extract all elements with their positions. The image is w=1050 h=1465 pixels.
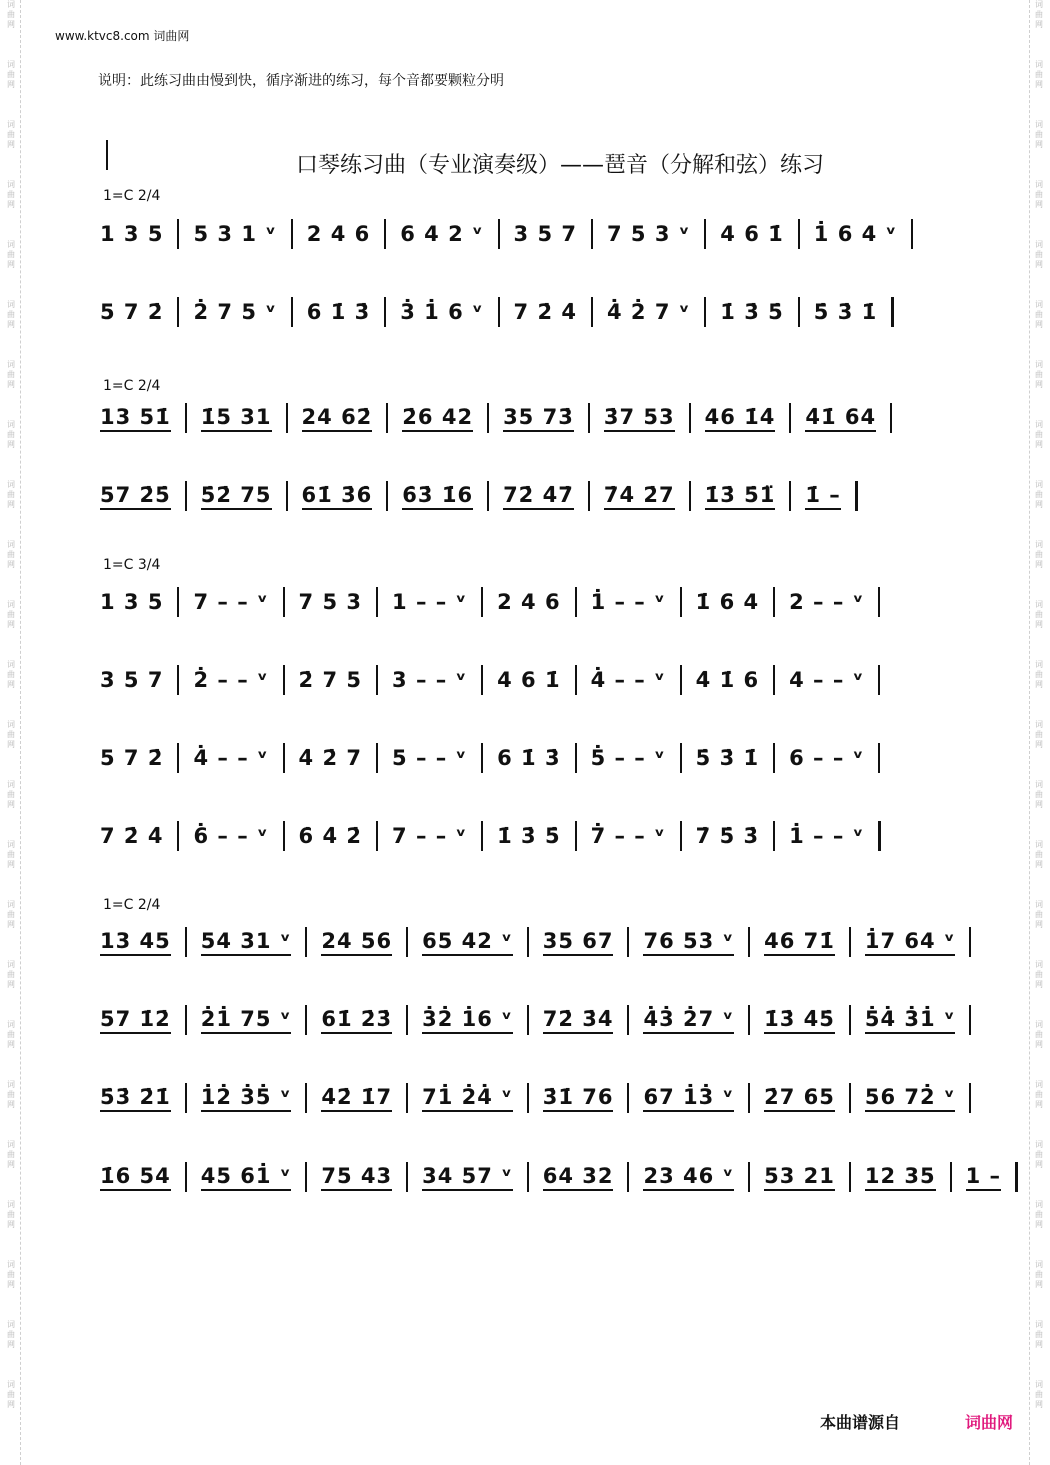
barline — [527, 1005, 529, 1035]
measure: 5̇ – – ᵛ — [590, 746, 666, 770]
measure: 5̇2̇ 75 — [201, 483, 272, 510]
barline — [773, 587, 775, 617]
measure: 4̇ – – ᵛ — [590, 668, 666, 692]
measure: 1 3 5 — [100, 222, 164, 246]
measure: 7 – – ᵛ — [392, 824, 468, 848]
measure: 5 7 2̇ — [100, 746, 164, 770]
measure: 3̇2̇ 1̇6 ᵛ — [422, 1007, 513, 1034]
barline — [890, 403, 892, 433]
watermark-mark: 词 曲 网 — [7, 900, 15, 929]
barline — [588, 481, 590, 511]
measure: 2 4 6 — [306, 222, 371, 246]
measure: 23 46 ᵛ — [643, 1164, 734, 1191]
barline — [305, 1162, 307, 1192]
measure: 4̇2̇ 1̇7 — [321, 1085, 392, 1112]
measure: 3̇1̇ 76 — [543, 1085, 614, 1112]
score-line-3 — [100, 396, 906, 440]
watermark-mark: 词 曲 网 — [7, 720, 15, 749]
watermark-mark: 词 曲 网 — [7, 600, 15, 629]
measure: 1̇2̇ 3̇5̇ ᵛ — [201, 1085, 292, 1112]
measure: 61̇ 2̇3̇ — [321, 1007, 392, 1034]
barline — [384, 297, 386, 327]
measure: 6̇3̇ 1̇6 — [402, 483, 473, 510]
watermark-mark: 词 曲 网 — [7, 660, 15, 689]
measure: 35 73̇ — [503, 405, 574, 432]
measure: 3̇7 53 — [604, 405, 675, 432]
measure: 7̇ 5̇ 3̇ — [695, 824, 760, 848]
barline — [177, 743, 179, 773]
right-margin-watermark — [1029, 0, 1048, 1465]
barline — [406, 1162, 408, 1192]
measure: 24 62̇ — [302, 405, 373, 432]
measure: 57 1̇2̇ — [100, 1007, 171, 1034]
barline — [406, 1005, 408, 1035]
barline — [177, 665, 179, 695]
barline — [177, 587, 179, 617]
measure: 4 6 1̇ — [497, 668, 561, 692]
watermark-mark: 词 曲 网 — [7, 1080, 15, 1109]
barline — [481, 821, 483, 851]
barline — [177, 297, 179, 327]
barline — [575, 821, 577, 851]
barline — [704, 219, 706, 249]
barline — [689, 481, 691, 511]
measure: 67 1̇3̇ ᵛ — [643, 1085, 734, 1112]
final-barline — [1015, 1162, 1018, 1192]
barline — [376, 665, 378, 695]
watermark-mark: 词 曲 网 — [7, 1020, 15, 1049]
measure: 4̇1̇ 64 — [805, 405, 876, 432]
measure: 1̇3̇ 4̇5̇ — [764, 1007, 835, 1034]
watermark-mark: 词 曲 网 — [1035, 1320, 1043, 1349]
watermark-mark: 词 曲 网 — [1035, 960, 1043, 989]
barline — [878, 665, 880, 695]
barline — [487, 481, 489, 511]
barline — [527, 1162, 529, 1192]
measure: 5 7 2̇ — [100, 300, 164, 324]
watermark-mark: 词 曲 网 — [7, 540, 15, 569]
measure: 5 3 1 ᵛ — [193, 222, 277, 246]
score-line-5 — [100, 580, 894, 624]
barline — [680, 587, 682, 617]
watermark-mark: 词 曲 网 — [1035, 120, 1043, 149]
barline — [305, 1005, 307, 1035]
measure: 4̇ – – ᵛ — [193, 746, 269, 770]
barline — [969, 927, 971, 957]
measure: 7 2̇ 4̇ — [100, 824, 164, 848]
measure: 7 2̇ 4̇ — [513, 300, 577, 324]
measure: 6̇ 4̇ 2̇ — [298, 824, 363, 848]
barline — [878, 587, 880, 617]
watermark-mark: 词 曲 网 — [1035, 780, 1043, 809]
score-line-9 — [100, 920, 985, 964]
barline — [376, 587, 378, 617]
measure: 72̇ 3̇4̇ — [543, 1007, 614, 1034]
measure: 4̇ 2̇ 7 — [298, 746, 363, 770]
barline — [849, 1005, 851, 1035]
barline — [185, 1005, 187, 1035]
measure: 6̇ – – ᵛ — [193, 824, 269, 848]
watermark-mark: 词 曲 网 — [7, 240, 15, 269]
barline — [773, 665, 775, 695]
barline — [798, 219, 800, 249]
measure: 56 72̇ ᵛ — [865, 1085, 956, 1112]
barline — [185, 1162, 187, 1192]
barline — [386, 403, 388, 433]
watermark-mark: 词 曲 网 — [7, 60, 15, 89]
measure: 5̇ 3̇ 1̇ — [813, 300, 878, 324]
measure: 5 – – ᵛ — [392, 746, 468, 770]
measure: 4 – – ᵛ — [789, 668, 865, 692]
score-line-6 — [100, 658, 894, 702]
barline — [911, 219, 913, 249]
barline — [498, 219, 500, 249]
barline — [627, 927, 629, 957]
barline — [704, 297, 706, 327]
barline — [283, 587, 285, 617]
barline — [177, 821, 179, 851]
measure: 4̇ 1̇ 6 — [695, 668, 760, 692]
barline — [527, 927, 529, 957]
barline — [575, 587, 577, 617]
watermark-mark: 词 曲 网 — [1035, 360, 1043, 389]
measure: 1 3 5 — [100, 590, 164, 614]
measure: 6 4 2 ᵛ — [400, 222, 484, 246]
measure: 2 – – ᵛ — [789, 590, 865, 614]
site-url[interactable]: www.ktvc8.com 词曲网 — [55, 29, 190, 43]
measure: 3̇ 1̇ 6 ᵛ — [400, 300, 484, 324]
barline — [748, 1083, 750, 1113]
barline — [286, 481, 288, 511]
measure: 13 51̇ — [100, 405, 171, 432]
barline — [283, 821, 285, 851]
watermark-mark: 词 曲 网 — [7, 1140, 15, 1169]
barline — [689, 403, 691, 433]
measure: 7̇ – – ᵛ — [590, 824, 666, 848]
watermark-mark: 词 曲 网 — [1035, 300, 1043, 329]
barline — [789, 481, 791, 511]
score-line-11 — [100, 1076, 985, 1120]
barline — [406, 1083, 408, 1113]
barline — [748, 927, 750, 957]
measure: 2̇ 7 5 ᵛ — [193, 300, 277, 324]
measure: 1̇ – — [805, 483, 840, 510]
barline — [481, 743, 483, 773]
barline — [773, 743, 775, 773]
watermark-mark: 词 曲 网 — [7, 120, 15, 149]
measure: 4 6 1̇ — [720, 222, 784, 246]
watermark-mark: 词 曲 网 — [1035, 900, 1043, 929]
measure: 1 – — [966, 1164, 1001, 1191]
measure: 61̇ 3̇6̇ — [302, 483, 373, 510]
barline — [185, 403, 187, 433]
measure: 1̇ 3̇ 5̇ — [720, 300, 784, 324]
measure: 13 45 — [100, 929, 171, 956]
watermark-mark: 词 曲 网 — [7, 360, 15, 389]
score-line-12 — [100, 1155, 1032, 1199]
barline — [627, 1162, 629, 1192]
measure: 45 61̇ ᵛ — [201, 1164, 292, 1191]
barline — [849, 927, 851, 957]
barline — [575, 665, 577, 695]
barline — [627, 1005, 629, 1035]
measure: 7̇4̇ 2̇7 — [604, 483, 675, 510]
measure: 6 1̇ 3̇ — [497, 746, 561, 770]
watermark-mark: 词 曲 网 — [7, 1200, 15, 1229]
watermark-mark: 词 曲 网 — [1035, 480, 1043, 509]
barline — [680, 743, 682, 773]
watermark-mark: 词 曲 网 — [1035, 180, 1043, 209]
barline — [481, 587, 483, 617]
watermark-mark: 词 曲 网 — [1035, 600, 1043, 629]
barline — [773, 821, 775, 851]
barline — [575, 743, 577, 773]
barline — [849, 1083, 851, 1113]
watermark-mark: 词 曲 网 — [7, 840, 15, 869]
barline — [481, 665, 483, 695]
watermark-mark: 词 曲 网 — [1035, 420, 1043, 449]
final-barline — [891, 297, 894, 327]
watermark-mark: 词 曲 网 — [1035, 1080, 1043, 1109]
watermark-mark: 词 曲 网 — [7, 420, 15, 449]
barline — [969, 1083, 971, 1113]
measure: 12 35 — [865, 1164, 936, 1191]
watermark-mark: 词 曲 网 — [7, 480, 15, 509]
watermark-mark: 词 曲 网 — [1035, 240, 1043, 269]
barline — [627, 1083, 629, 1113]
measure: 3 5 7 — [100, 668, 164, 692]
measure: 72̇ 4̇7̇ — [503, 483, 574, 510]
section-1-key: 1=C 2/4 — [103, 188, 161, 204]
barline — [384, 219, 386, 249]
measure: 71̇ 2̇4̇ ᵛ — [422, 1085, 513, 1112]
footer-site-name[interactable]: 词曲网 — [965, 1413, 1014, 1432]
measure: 53 21 — [764, 1164, 835, 1191]
instruction-note: 说明：此练习曲由慢到快，循序渐进的练习，每个音都要颗粒分明 — [98, 73, 504, 89]
measure: 46 71̇ — [764, 929, 835, 956]
barline — [680, 821, 682, 851]
measure: 7 5 3 — [298, 590, 363, 614]
measure: 5̇3̇ 2̇1̇ — [100, 1085, 171, 1112]
watermark-mark: 词 曲 网 — [7, 180, 15, 209]
barline — [487, 403, 489, 433]
barline — [305, 1083, 307, 1113]
measure: 1̇ 6 4 ᵛ — [813, 222, 898, 246]
measure: 2̇6 42 — [402, 405, 473, 432]
watermark-mark: 词 曲 网 — [1035, 660, 1043, 689]
watermark-mark: 词 曲 网 — [1035, 840, 1043, 869]
measure: 2 4 6 — [497, 590, 561, 614]
measure: 6 – – ᵛ — [789, 746, 865, 770]
measure: 46 1̇4̇ — [705, 405, 776, 432]
barline — [591, 297, 593, 327]
measure: 4̇3̇ 2̇7 ᵛ — [643, 1007, 734, 1034]
measure: 65 42 ᵛ — [422, 929, 513, 956]
barline — [376, 743, 378, 773]
barline — [878, 743, 880, 773]
measure: 54 31 ᵛ — [201, 929, 292, 956]
barline — [185, 481, 187, 511]
barline — [849, 1162, 851, 1192]
watermark-mark: 词 曲 网 — [1035, 1200, 1043, 1229]
watermark-mark: 词 曲 网 — [1035, 60, 1043, 89]
measure: 1 – – ᵛ — [392, 590, 468, 614]
watermark-mark: 词 曲 网 — [1035, 720, 1043, 749]
watermark-mark: 词 曲 网 — [7, 1380, 15, 1409]
score-line-2 — [100, 290, 908, 334]
section-3-key: 1=C 3/4 — [103, 557, 161, 573]
measure: 5̇4̇ 3̇1̇ ᵛ — [865, 1007, 956, 1034]
measure: 3 – – ᵛ — [392, 668, 468, 692]
measure: 4̇ 2̇ 7 ᵛ — [607, 300, 691, 324]
left-margin-watermark — [2, 0, 21, 1465]
watermark-mark: 词 曲 网 — [7, 1260, 15, 1289]
barline — [588, 403, 590, 433]
section-2-key: 1=C 2/4 — [103, 378, 161, 394]
barline — [798, 297, 800, 327]
watermark-mark: 词 曲 网 — [7, 300, 15, 329]
watermark-mark: 词 曲 网 — [7, 1320, 15, 1349]
measure: 75 43 — [321, 1164, 392, 1191]
section-4-key: 1=C 2/4 — [103, 897, 161, 913]
score-line-7 — [100, 736, 894, 780]
barline — [789, 403, 791, 433]
source-label: 本曲谱源自 — [820, 1413, 901, 1432]
watermark-mark: 词 曲 网 — [1035, 1260, 1043, 1289]
barline — [376, 821, 378, 851]
barline — [283, 665, 285, 695]
measure: 1̇ – – ᵛ — [789, 824, 865, 848]
barline — [406, 927, 408, 957]
barline — [498, 297, 500, 327]
watermark-mark: 词 曲 网 — [7, 960, 15, 989]
score-line-1 — [100, 212, 927, 256]
measure: 1̇ 6 4 — [695, 590, 760, 614]
watermark-mark: 词 曲 网 — [1035, 1140, 1043, 1169]
barline — [283, 743, 285, 773]
score-line-8 — [100, 814, 895, 858]
barline — [185, 927, 187, 957]
measure: 1̇5 31 — [201, 405, 272, 432]
measure: 64 32 — [543, 1164, 614, 1191]
measure: 2̇1̇ 75 ᵛ — [201, 1007, 292, 1034]
barline — [291, 297, 293, 327]
barline — [950, 1162, 952, 1192]
measure: 34 57 ᵛ — [422, 1164, 513, 1191]
barline — [185, 1083, 187, 1113]
measure: 7 – – ᵛ — [193, 590, 269, 614]
score-title: 口琴练习曲（专业演奏级）——琶音（分解和弦）练习 — [295, 153, 824, 178]
watermark-mark: 词 曲 网 — [1035, 1380, 1043, 1409]
measure: 1̇3̇ 5̇1̈ — [705, 483, 776, 510]
barline — [591, 219, 593, 249]
measure: 1̇ – – ᵛ — [590, 590, 666, 614]
watermark-mark: 词 曲 网 — [7, 0, 15, 29]
measure: 35 67 — [543, 929, 614, 956]
measure: 2̇ 7 5 — [298, 668, 363, 692]
watermark-mark: 词 曲 网 — [7, 780, 15, 809]
barline — [305, 927, 307, 957]
measure: 7 5 3 ᵛ — [607, 222, 691, 246]
measure: 2̇7 65 — [764, 1085, 835, 1112]
measure: 2̇ – – ᵛ — [193, 668, 269, 692]
barline — [286, 403, 288, 433]
barline — [177, 219, 179, 249]
barline — [748, 1005, 750, 1035]
watermark-mark: 词 曲 网 — [1035, 0, 1043, 29]
measure: 6 1̇ 3̇ — [306, 300, 371, 324]
measure: 24 56 — [321, 929, 392, 956]
barline — [291, 219, 293, 249]
score-line-4 — [100, 474, 872, 518]
measure: 57 2̇5̇ — [100, 483, 171, 510]
barline — [386, 481, 388, 511]
measure: 76 53 ᵛ — [643, 929, 734, 956]
barline — [748, 1162, 750, 1192]
final-barline — [878, 821, 881, 851]
measure: 3 5 7 — [513, 222, 577, 246]
final-barline — [855, 481, 858, 511]
measure: 1̇ 3̇ 5̇ — [497, 824, 561, 848]
watermark-mark: 词 曲 网 — [1035, 1020, 1043, 1049]
barline — [527, 1083, 529, 1113]
barline — [680, 665, 682, 695]
barline — [969, 1005, 971, 1035]
measure: 1̇6 54 — [100, 1164, 171, 1191]
measure: 1̇7 64 ᵛ — [865, 929, 956, 956]
measure: 5̇ 3̇ 1̇ — [695, 746, 760, 770]
watermark-mark: 词 曲 网 — [1035, 540, 1043, 569]
score-line-10 — [100, 998, 985, 1042]
